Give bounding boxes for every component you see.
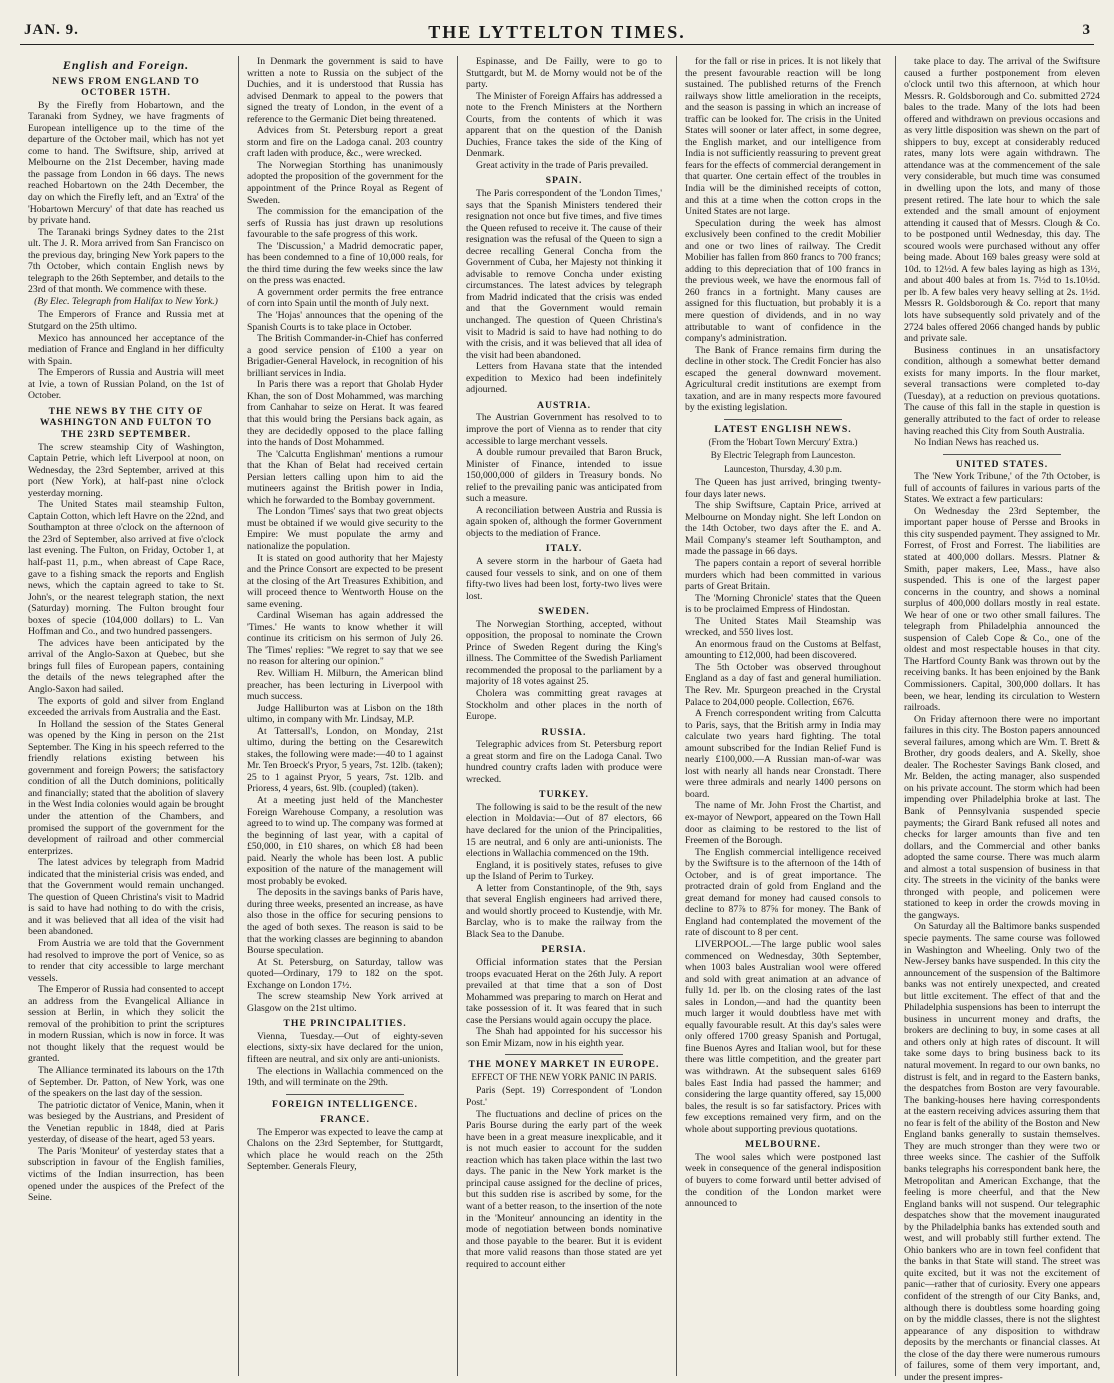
column-divider	[457, 56, 458, 1376]
article-paragraph: The Paris correspondent of the 'London Times,' says that the Spanish Ministers tendered their resignation not once but five times, and five times the Queen refused to receive it. The cause of their resignation was the refusal of the Queen to sign a decree recalling General Concha from the Government of Cuba, her Majesty not thinking it advisable to remove Concha under existing circumstances. The latest advices by telegraph from Madrid indicated that the crisis was ended and that the Government would remain unchanged. The question of Queen Christina's visit to Madrid is said to have had nothing to do with the crisis, and it was believed that all idea of the visit had been abandoned.	[466, 188, 662, 361]
article-paragraph: Cholera was committing great ravages at Stockholm and other places in the north of Europe.	[466, 687, 662, 723]
article-paragraph: The Queen has just arrived, bringing twenty-four days later news.	[685, 477, 881, 500]
article-paragraph: take place to day. The arrival of the Swiftsure caused a further postponement from eleven o'clock until two this afternoon, at which hour Messrs. R. Goldsborough and Co. submitted 2724 bales to the trade. Many of the lots had been offered and withdrawn on previous occasions and as very little disposition was shewn on the part of shippers to buy, except at considerably reduced rates, many lots were again withdrawn. The attendance was at the commencement of the sale very considerable, but much time was consumed in dwelling upon the lots, and many of those present retired. The late hour to which the sale extended and the small amount of enjoyment attending it caused that of Messrs. Clough & Co. to be postponed until Wednesday, this day. The scoured wools were purchased without any offer being made. About 169 bales greasy were sold at 10d. to 12½d. A few bales laying as high as 13½, and about 400 bales at from 1s. 7½d to 1s.10½d. per lb. A few bales very heavy selling at 2s. 1½d. Messrs R. Goldsborough & Co. report that many lots have subsequently sold privately and of the 2724 bales offered 2066 changed hands by public and private sale.	[904, 56, 1100, 345]
article-paragraph: The 'New York Tribune,' of the 7th October, is full of accounts of failures in various parts of the States. We extract a few particulars:	[904, 471, 1100, 506]
article-paragraph: The Austrian Government has resolved to to improve the port of Vienna as to render that city accessible to large merchant vessels.	[466, 412, 662, 447]
article-paragraph: The 'Hojas' announces that the opening of the Spanish Courts is to take place in October.	[247, 310, 443, 333]
article-paragraph: Espinasse, and De Failly, were to go to Stuttgardt, but M. de Morny would not be of the party.	[466, 56, 662, 91]
section-divider	[505, 1054, 623, 1055]
article-paragraph: LIVERPOOL.—The large public wool sales commenced on Wednesday, 30th September, when 1003 bales Australian wool were offered and sold with great animation at an advance of fully 1d. per lb. on the closing rates of the last sales in London,—and had the quantity been much larger it would doubtless have met with equally favourable result. At this day's sales were only offered 1700 greasy Spanish and Portugal, fine Buenos Ayres and Italian wool, but for these there was little competition, and the greater part was withdrawn. At the subsequent sales 6169 bales East India had passed the hammer; and considering the large quantity offered, say 15,000 bales, the result is so far satisfactory. Prices with few exceptions remained very firm, and on the whole about supporting previous quotations.	[685, 939, 881, 1135]
article-paragraph: The wool sales which were postponed last week in consequence of the general indisposition of buyers to come forward until better advised of the condition of the London market were announced to	[685, 1151, 881, 1210]
article-paragraph: The 'Calcutta Englishman' mentions a rumour that the Khan of Belat had received certain Persian letters calling upon him to aid the mutineers against the British power in India, which he forwarded to the Bombay government.	[247, 448, 443, 506]
article-paragraph: A letter from Constantinople, of the 9th, says that several English engineers had arrived there, and would shortly proceed to Kustendje, with Mr. Barclay, who is to make the railway from the Black Sea to the Danube.	[466, 882, 662, 940]
section-heading: FOREIGN INTELLIGENCE.	[272, 1098, 418, 1110]
article-paragraph: A government order permits the free entrance of corn into Spain until the month of July next.	[247, 286, 443, 310]
article-paragraph: A French correspondent writing from Calcutta to Paris, says, that the British army in India may calculate two years hard fighting. The total amount subscribed for the Indian Relief Fund is nearly £100,000.—A Russian man-of-war was lost with nearly all hands near Cronstadt. There were three admirals and nearly 1400 persons on board.	[685, 708, 881, 800]
article-paragraph: Mexico has announced her acceptance of the mediation of France and England in her difficulty with Spain.	[28, 332, 224, 367]
article-paragraph: Letters from Havana state that the intended expedition to Mexico had been indefinitely adjourned.	[466, 361, 662, 396]
article-paragraph: No Indian News has reached us.	[914, 437, 1039, 449]
article-paragraph: The United States mail steamship Fulton, Captain Cotton, which left Havre on the 22nd, and Southampton at three o'clock on the afternoon of the 23rd of September, also arrived at five o'clock last evening. The Fulton, on Friday, October 1, at half-past 11, p.m., when abreast of Cape Race, gave to a fishing smack the reports and English news, which the captain agreed to take to St. John's, or the nearest telegraph station, the next (Saturday) morning. The Fulton brought four boxes of specie (104,000 dollars) to L. Van Hoffman and Co., and two hundred passengers.	[28, 499, 224, 638]
article-paragraph: Rev. William H. Milburn, the American blind preacher, has been lecturing in Liverpool with much success.	[247, 667, 443, 703]
section-heading: PERSIA.	[541, 944, 587, 956]
column-1	[28, 56, 224, 1376]
article-paragraph: Speculation during the week has almost exclusively been confined to the credit Mobilier and one or two lines of railway. The Credit Mobilier has fallen from 860 francs to 700 francs; adding to this depreciation that of 100 francs in the previous week, we have the enormous fall of 260 francs in a fortnight. Many causes are assigned for this fluctuation, but probably it is a mere question of dividends, and in no way attributable to want of confidence in the company's administration.	[685, 217, 881, 345]
section-heading: SWEDEN.	[538, 606, 590, 618]
section-heading: ITALY.	[545, 543, 583, 555]
article-paragraph: The London 'Times' says that two great objects must be obtained if we would give security to the Empire: We must populate the army and nationalize the population.	[247, 506, 443, 552]
article-paragraph: The Paris 'Moniteur' of yesterday states that a subscription in favour of the English families, victims of the Indian insurrection, has been opened under the auspices of the Prefect of the Seine.	[28, 1145, 224, 1204]
article-paragraph: The Norwegian Storthing has unanimously adopted the proposition of the government for the appointment of the Prince Royal as Regent of Sweden.	[247, 159, 443, 206]
article-paragraph: The name of Mr. John Frost the Chartist, and ex-mayor of Newport, appeared on the Town Hall door as claiming to be restored to the list of Freemen of the Borough.	[685, 800, 881, 847]
column-divider	[238, 56, 239, 1376]
section-heading: THE MONEY MARKET IN EUROPE.	[468, 1059, 660, 1071]
article-paragraph: The papers contain a report of several horrible murders which had been committed in various parts of Great Britain.	[685, 557, 881, 593]
section-heading: AUSTRIA.	[536, 399, 592, 411]
article-paragraph: The latest advices by telegraph from Madrid indicated that the ministerial crisis was ended, and that the Government would remain unchanged. The question of Queen Christina's visit to Madrid is said to have had nothing to do with the crisis, and it was believed that all idea of the visit had been abandoned.	[28, 857, 224, 938]
article-paragraph: The Alliance terminated its labours on the 17th of September. Dr. Patton, of New York, was one of the speakers on the last day of the session.	[28, 1065, 224, 1100]
column-5	[904, 56, 1100, 1383]
article-paragraph: The 5th October was observed throughout England as a day of fast and general humiliation. The Rev. Mr. Spurgeon preached in the Crystal Palace to 204,000 people. Collection, £676.	[685, 661, 881, 708]
section-divider	[724, 419, 842, 420]
section-heading: THE NEWS BY THE CITY OF WASHINGTON AND FULTON TO THE 23RD SEPTEMBER.	[39, 405, 213, 440]
article-paragraph: The ship Swiftsure, Captain Price, arrived at Melbourne on Monday night. She left London on the 14th October, two days after the E. and A. Mail Company's steamer left Southampton, and made the passage in 66 days.	[685, 500, 881, 558]
article-paragraph: In Denmark the government is said to have written a note to Russia on the subject of the Duchies, and it is understood that Russia has advised Denmark to appeal to the powers that signed the treaty of London, in the event of a reference to the Germanic Diet being threatened.	[247, 56, 443, 125]
section-heading: NEWS FROM ENGLAND TO OCTOBER 15TH.	[52, 75, 200, 99]
article-paragraph: The following is said to be the result of the new election in Moldavia:—Out of 87 electors, 66 have declared for the union of the Principalities, 15 are neutral, and 6 only are anti-unionists. The elections in Wallachia commenced on the 19th.	[466, 801, 662, 860]
article-paragraph: The patriotic dictator of Venice, Manin, when it was besieged by the Austrians, and President of the Venetian republic in 1848, died at Paris yesterday, of disease of the heart, aged 53 years.	[28, 1099, 224, 1146]
column-2	[247, 56, 443, 1376]
column-4	[685, 56, 881, 1376]
article-paragraph: Advices from St. Petersburg report a great storm and fire on the Ladoga canal. 203 country craft laden with produce, &c., were wrecked.	[247, 125, 443, 160]
article-paragraph: On Friday afternoon there were no important failures in this city. The Boston papers announced several failures, among which are Wm. T. Brett & Brother, dry goods dealers, and A. Skelly, shoe dealer. The Rochester Savings Bank closed, and Mr. Belden, the acting manager, also suspended on his private account. The storm which had been impending over Philadelphia broke at last. The Bank of Pennsylvania suspended specie payments; the Girard Bank refused all notes and checks for larger amounts than five and ten dollars, and the Commercial and other banks adopted the same course. There was much alarm and almost a total suspension of business in that city. The streets in the vicinity of the banks were thronged with people, and policemen were stationed to keep in order the crowds moving in the gangways.	[904, 713, 1100, 921]
subheading: Launceston, Thursday, 4.30 p.m.	[724, 463, 842, 474]
article-paragraph: A reconciliation between Austria and Russia is again spoken of, although the former Government objects to the mediation of France.	[466, 504, 662, 539]
article-paragraph: By the Firefly from Hobartown, and the Taranaki from Sydney, we have fragments of European intelligence up to the time of the departure of the October mail, which has not yet come to hand. The Swiftsure, ship, arrived at Melbourne on the 21st December, having made the passage from London in 66 days. The news reached Hobartown on the 24th December, the day on which the Firefly left, and an 'Extra' of the 'Hobartown Mercury' of that date has reached us by private hand.	[28, 99, 224, 227]
article-paragraph: Official information states that the Persian troops evacuated Herat on the 26th July. A report prevailed at that time that a son of Dost Mohammed was preparing to march on Herat and take possession of it. It was feared that in such case the Persians would again occupy the place.	[466, 957, 662, 1026]
article-paragraph: The Emperor was expected to leave the camp at Chalons on the 23rd September, for Stuttgardt, which place he would reach on the 25th September. Generals Fleury,	[247, 1126, 443, 1173]
article-paragraph: The deposits in the savings banks of Paris have, during three weeks, presented an increase, as have also those in the office for securing pensions to the aged of both sexes. The reason is said to be that the working classes are beginning to abandon Bourse speculation.	[247, 887, 443, 957]
article-paragraph: Business continues in an unsatisfactory condition, although a somewhat better demand exists for many imports. In the flour market, several transactions were completed to-day (Tuesday), at a reduction on previous quotations. The cause of this fall in the staple in question is generally attributed to the fact of order to release having reached this City from South Australia.	[904, 344, 1100, 437]
article-paragraph: The commission for the emancipation of the serfs of Russia has just drawn up resolutions favourable to the safe progress of this work.	[247, 206, 443, 241]
article-paragraph: The Shah had appointed for his successor his son Emir Mizam, now in his eighth year.	[466, 1026, 662, 1049]
section-divider	[943, 454, 1061, 455]
article-paragraph: On Saturday all the Baltimore banks suspended specie payments. The same course was followed in Washington and Wheeling. Only two of the New-Jersey banks have suspended. In this city the announcement of the suspension of the Baltimore banks was not entirely unexpected, and created but little excitement. The effect of that and the Philadelphia suspensions has been to interrupt the business in uncurrent money and drafts, the brokers are declining to buy, in some cases at all and others only at high rates of discount. It will take some days to bring business back to its natural movement. In regard to our own banks, no distrust is felt, and in regard to the Eastern banks, the despatches from Boston are very favourable. The banking-houses here having correspondents at the eastern receiving advices assuring them that no fear is felt of the ability of the Boston and New England banks generally to sustain themselves. They are much stronger than they were two or three weeks since. The cashier of the Suffolk banks telegraphs his correspondent bank here, the Metropolitan and American Exchange, that the feeling is more cheerful, and that the New England banks will not suspend. Our telegraphic despatches show that the movement inaugurated by the Philadelphia banks has extended south and west, and will probably still further extend. The Ohio bankers who are in town feel confident that the banks in that State will stand. The street was quite excited, but it was not the excitement of panic—rather that of curiosity. Every one appears confident of the strength of our City Banks, and, although there is doubtless some hoarding going on by the middle classes, there is not the slightest appearance of any disposition to withdraw deposits by the merchants or financial classes. At the close of the day there were numerous rumours of failures, some of them very important, and, under the present impres-	[904, 921, 1100, 1383]
masthead	[20, 22, 1094, 45]
article-paragraph: It is stated on good authority that her Majesty and the Prince Consort are expected to be present at the closing of the Art Treasures Exhibition, and will proceed thence to Wentworth House on the same evening.	[247, 552, 443, 610]
article-paragraph: In Paris there was a report that Gholab Hyder Khan, the son of Dost Mohammed, was marching from Canhahar to seize on Herat. It was feared that this would bring the Persians back again, as they are decidedly opposed to the place falling into the hands of Dost Mohammed.	[247, 379, 443, 449]
article-paragraph: Cardinal Wiseman has again addressed the 'Times.' He wants to know whether it will continue its criticism on his sermon of July 26. The 'Times' replies: "We regret to say that we see no reason for altering our opinion."	[247, 610, 443, 668]
article-paragraph: In Holland the session of the States General was opened by the King in person on the 21st September. The King in his speech referred to the friendly relations existing between his government and foreign Powers; the satisfactory condition of all the Dutch dominions, politically and financially; stated that the abolition of slavery in the West India colonies would again be brought under the attention of the Chambers, and promised the support of the government for the development of railroad and other commercial enterprizes.	[28, 718, 224, 857]
section-heading: UNITED STATES.	[955, 458, 1049, 470]
article-paragraph: A severe storm in the harbour of Gaeta had caused four vessels to sink, and on one of them fifty-two lives had been lost, forty-two lives were lost.	[466, 555, 662, 602]
issue-date: JAN. 9.	[24, 22, 79, 38]
article-paragraph: The fluctuations and decline of prices on the Paris Bourse during the early part of the week have been in a great measure inexplicable, and it is not much easier to account for the sudden reaction which has taken place within the last two days. The panic in the New York market is the principal cause assigned for the decline of prices, but this sudden rise is ascribed by some, for the want of a better reason, to the insertion of the note in the 'Moniteur' announcing an identity in the mode of negotiation between bonds nominative and those payable to the bearer. But it is evident that more valid reasons than those stated are yet required to account either	[466, 1108, 662, 1270]
article-paragraph: England, it is positively states, refuses to give up the Island of Perim to Turkey.	[466, 859, 662, 883]
article-paragraph: At a meeting just held of the Manchester Foreign Warehouse Company, a resolution was agreed to to wind up. The company was formed at the beginning of last year, with a capital of £50,000, in £10 shares, on which £8 had been paid. Nearly the whole has been lost. A public exposition of the nature of the management will most probably be evoked.	[247, 795, 443, 887]
article-paragraph: The Bank of France remains firm during the decline in other stock. The Credit Foncier has also escaped the general downward movement. Agricultural credit institutions are exempt from taxation, and are in many respects more favoured by the existing legislation.	[685, 344, 881, 414]
article-paragraph: The elections in Wallachia commenced on the 19th, and will terminate on the 29th.	[247, 1065, 443, 1089]
section-heading: FRANCE.	[320, 1114, 370, 1126]
article-paragraph: The United States Mail Steamship was wrecked, and 550 lives lost.	[685, 615, 881, 639]
section-heading: THE PRINCIPALITIES.	[283, 1018, 407, 1030]
article-paragraph: An enormous fraud on the Customs at Belfast, amounting to £12,000, had been discovered.	[685, 638, 881, 662]
subheading: EFFECT OF THE NEW YORK PANIC IN PARIS.	[471, 1071, 657, 1082]
article-paragraph: Paris (Sept. 19) Correspondent of 'London Post.'	[466, 1085, 662, 1109]
article-paragraph: The British Commander-in-Chief has conferred a good service pension of £100 a year on Brigadier-General Havelock, in recognition of his brilliant services in India.	[247, 333, 443, 379]
article-paragraph: The exports of gold and silver from England exceeded the arrivals from Australia and the East.	[28, 695, 224, 719]
article-paragraph: for the fall or rise in prices. It is not likely that the present favourable reaction will be long sustained. The published returns of the French railways show little amelioration in the receipts, and the season is passing in which an increase of traffic can be looked for. The crisis in the United States will sooner or later affect, in some degree, the English market, and our intelligence from India is not sufficiently reassuring to prevent great fears for the effects of commercial derangement in that quarter. One certain effect of the troubles in India will be the diminished receipts of cotton, and this at a time when the cotton crops in the United States are not large.	[685, 56, 881, 218]
article-paragraph: The Emperors of Russia and Austria will meet at Ivie, a town of Russian Poland, on the 1st of October.	[28, 367, 224, 402]
section-heading: MELBOURNE.	[745, 1139, 821, 1151]
article-paragraph: The Norwegian Storthing, accepted, without opposition, the proposal to nominate the Crown Prince of Sweden Regent during the King's illness. The Committee of the Swedish Parliament recommended the proposal to the parliament by a majority of 18 votes against 25.	[466, 618, 662, 688]
article-paragraph: Great activity in the trade of Paris prevailed.	[476, 159, 649, 171]
article-paragraph: The Emperors of France and Russia met at Stutgard on the 25th ultimo.	[28, 309, 224, 333]
article-paragraph: Judge Halliburton was at Lisbon on the 18th ultimo, in company with Mr. Lindsay, M.P.	[247, 702, 443, 726]
article-paragraph: The Taranaki brings Sydney dates to the 21st ult. The J. R. Mora arrived from San Francisco on the previous day, bringing New York papers to the 7th October, which contain English news by telegraph to the 26th September, and details to the 23rd of that month. We commence with these.	[28, 226, 224, 296]
column-divider	[676, 56, 677, 1376]
section-heading: LATEST ENGLISH NEWS.	[714, 423, 852, 435]
section-heading: TURKEY.	[539, 789, 589, 801]
article-paragraph: At St. Petersburg, on Saturday, tallow was quoted—Ordinary, 179 to 182 on the spot. Exchange on London 17½.	[247, 956, 443, 991]
section-heading: English and Foreign.	[62, 58, 190, 72]
article-paragraph: The Minister of Foreign Affairs has addressed a note to the French Ministers at the Northern Courts, from the contents of which it was apparent that on the question of the Danish Duchies, France takes the side of the King of Denmark.	[466, 90, 662, 160]
dateline: (By Elec. Telegraph from Halifax to New York.)	[34, 295, 218, 307]
article-paragraph: The Emperor of Russia had consented to accept an address from the Evangelical Alliance in session at Berlin, in which they solicit the removal of the prohibition to print the scriptures in modern Russian, which is now in force. It was not thought likely that the request would be granted.	[28, 984, 224, 1065]
newspaper-title: THE LYTTELTON TIMES.	[428, 22, 686, 42]
article-paragraph: The 'Discussion,' a Madrid democratic paper, has been condemned to a fine of 10,000 reals, for the third time during the few weeks since the law on the press was enacted.	[247, 240, 443, 287]
subheading: (From the 'Hobart Town Mercury' Extra.)	[708, 436, 858, 447]
article-paragraph: Vienna, Tuesday.—Out of eighty-seven elections, sixty-six have declared for the union, fifteen are neutral, and six only are anti-unionists.	[247, 1030, 443, 1066]
column-divider	[895, 56, 896, 1376]
article-paragraph: The screw steamship New York arrived at Glasgow on the 21st ultimo.	[247, 991, 443, 1014]
page-number: 3	[1082, 22, 1090, 38]
article-paragraph: The screw steamship City of Washington, Captain Petrie, which left Liverpool at noon, on Wednesday, the 23rd September, arrived at this port (New York), at half-past nine o'clock yesterday morning.	[28, 441, 224, 499]
subheading: By Electric Telegraph from Launceston.	[710, 450, 856, 461]
article-paragraph: A double rumour prevailed that Baron Bruck, Minister of Finance, intended to issue 150,000,000 of gilders in Treasury bonds. No relief to the prevailing panic was anticipated from such a measure.	[466, 447, 662, 505]
article-paragraph: From Austria we are told that the Government had resolved to improve the port of Venice, so as to render that city accessible to large merchant vessels.	[28, 938, 224, 984]
article-paragraph: The 'Morning Chronicle' states that the Queen is to be proclaimed Empress of Hindostan.	[685, 592, 881, 616]
article-paragraph: Telegraphic advices from St. Petersburg report a great storm and fire on the Ladoga Canal. Two hundred country crafts laden with produce were wrecked.	[466, 739, 662, 785]
section-heading: SPAIN.	[545, 175, 583, 187]
article-paragraph: On Wednesday the 23rd September, the important paper house of Persse and Brooks in this city suspended payment. They assigned to Mr. Forrest, of Frost and Forrest. The liabilities are stated at 400,000 dollars. Messrs. Platner & Smith, paper makers, Lee, Mass., have also suspended. This is one of the largest paper concerns in the country, and shows a nominal surplus of 400,000 dollars mostly in real estate. We hear of one or two other small failures. The telegraph from Philadelphia announced the suspension of Caleb Cope & Co., one of the oldest and most respectable houses in that city. The Hartford County Bank was thrown out by the receiving banks. It has been enjoined by the Bank Commissioners. Capital, 300,000 dollars. It has been, we hear, lending its circulation to Western railroads.	[904, 505, 1100, 714]
article-paragraph: The English commercial intelligence received by the Swiftsure is to the afternoon of the 14th of October, and is of great importance. The protracted drain of gold from England and the great demand for money had caused consols to decline to 87⅞ to 87⅝ for money. The Bank of England had contemplated the movement of the rate of discount to 8 per cent.	[685, 846, 881, 939]
section-heading: RUSSIA.	[541, 726, 587, 738]
article-paragraph: The advices have been anticipated by the arrival of the Anglo-Saxon at Quebec, but she brings full files of European papers, containing the details of the news telegraphed after the Anglo-Saxon had sailed.	[28, 637, 224, 695]
column-3	[466, 56, 662, 1376]
article-paragraph: At Tattersall's, London, on Monday, 21st ultimo, during the betting on the Cesarewitch stakes, the following were made:—40 to 1 against Mr. Ten Broeck's Pryor, 5 years, 7st. 12lb. (taken); 25 to 1 against Pryor, 5 years, 7st. 12lb. and Prioress, 4 years, 6st. 9lb. (coupled) (taken).	[247, 725, 443, 795]
section-divider	[286, 1094, 404, 1095]
